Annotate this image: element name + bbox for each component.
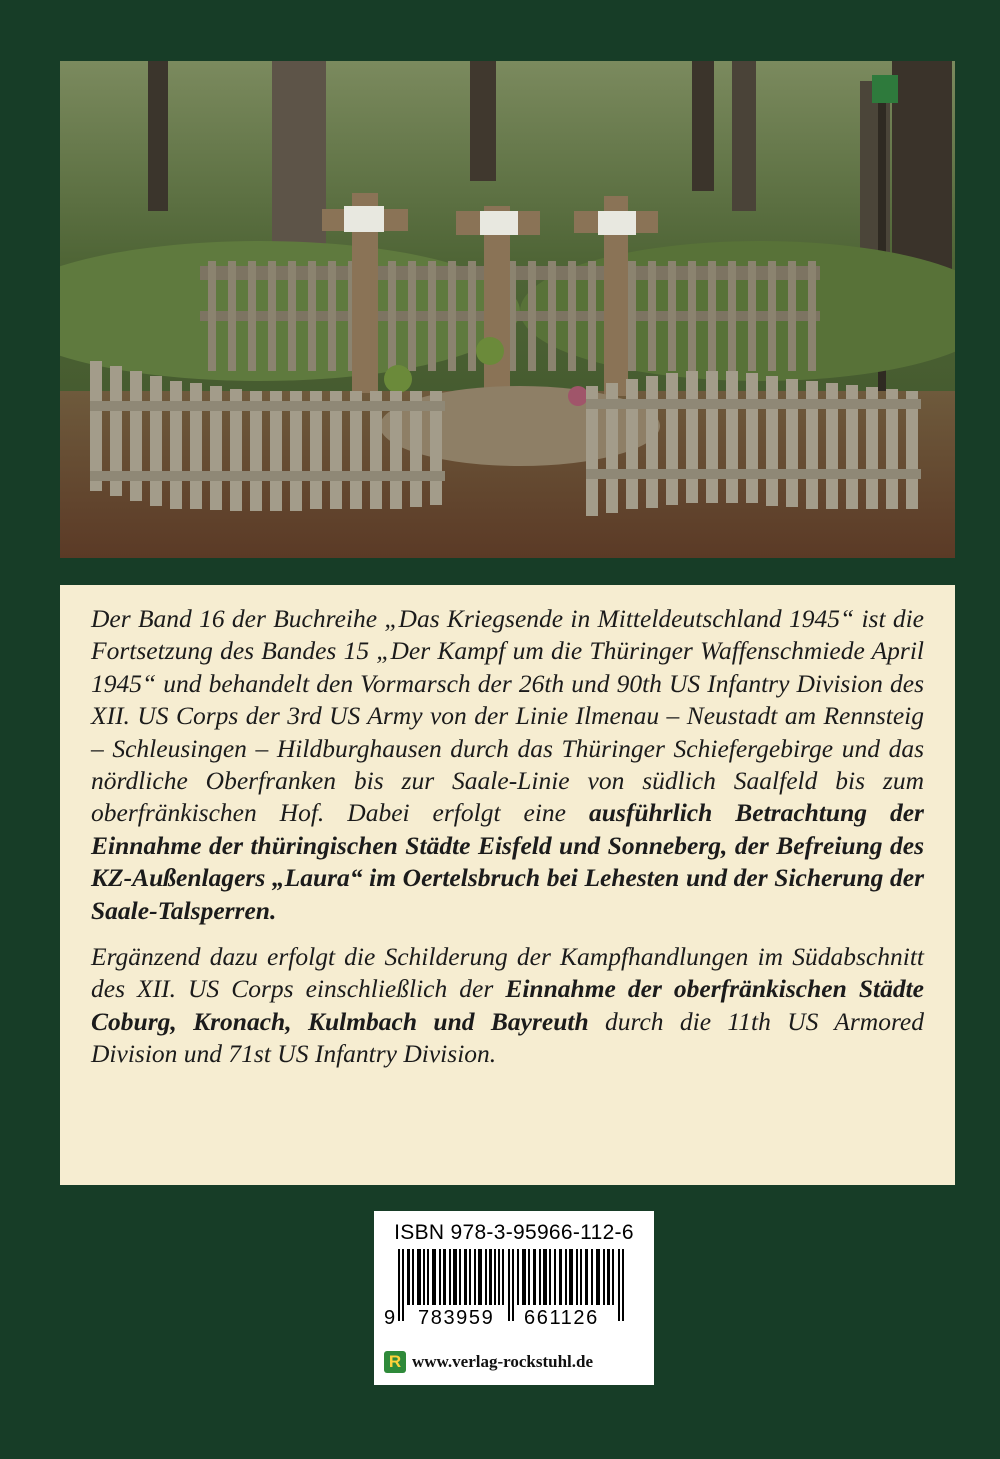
- blurb-paragraph-2: [91, 941, 924, 1071]
- isbn-barcode-box: [374, 1211, 654, 1385]
- ean-first-digit: 9: [384, 1307, 396, 1329]
- cover-photo: [60, 61, 955, 558]
- isbn-label: ISBN 978-3-95966-112-6: [394, 1221, 634, 1244]
- ean-right-digits: 661126: [524, 1307, 599, 1329]
- forest-grave-photo: [60, 61, 955, 558]
- publisher-logo-icon: R: [384, 1351, 406, 1373]
- blurb-p2-bold: Einnahme der oberfränkischen Städte Coburg, Kronach, Kulmbach und Bayreuth: [91, 974, 924, 1036]
- publisher-url[interactable]: www.verlag-rockstuhl.de: [412, 1352, 594, 1371]
- blurb-panel: [60, 585, 955, 1185]
- ean-left-digits: 783959: [418, 1307, 495, 1329]
- blurb-p2-text: Ergänzend dazu erfolgt die Schilderung der Kampfhandlungen im Südabschnitt des XII. US Corps einschließlich der: [91, 942, 924, 1004]
- blurb-p1-bold: ausführlich Betrachtung der Einnahme der thüringischen Städte Eisfeld und Sonneberg, der Befreiung des KZ-Außenlagers „Laura“ im Oertelsbruch bei Lehesten und der Sicherung der Saale-Talsperren.: [91, 798, 924, 925]
- blurb-p2-tail: durch die 11th US Armored Division und 71st US Infantry Division.: [91, 1006, 925, 1069]
- blurb-paragraph-1: [91, 603, 924, 927]
- publisher-row: [384, 1351, 593, 1373]
- blurb-p1-text: Der Band 16 der Buchreihe „Das Kriegsende in Mitteldeutschland 1945“ ist die Fortsetzung des Bandes 15 „Der Kampf um die Thüringer Waffenschmiede April 1945“ und behandelt den Vormarsch der 26th und 90th US Infantry Division des XII. US Corps der 3rd US Army von der Linie Ilmenau – Neustadt am Rennsteig – Schleusingen – Hildburghausen durch das Thüringer Schiefergebirge und das nördliche Oberfranken bis zur Saale-Linie von südlich Saalfeld bis zum oberfränkischen Hof. Dabei erfolgt eine: [91, 604, 924, 828]
